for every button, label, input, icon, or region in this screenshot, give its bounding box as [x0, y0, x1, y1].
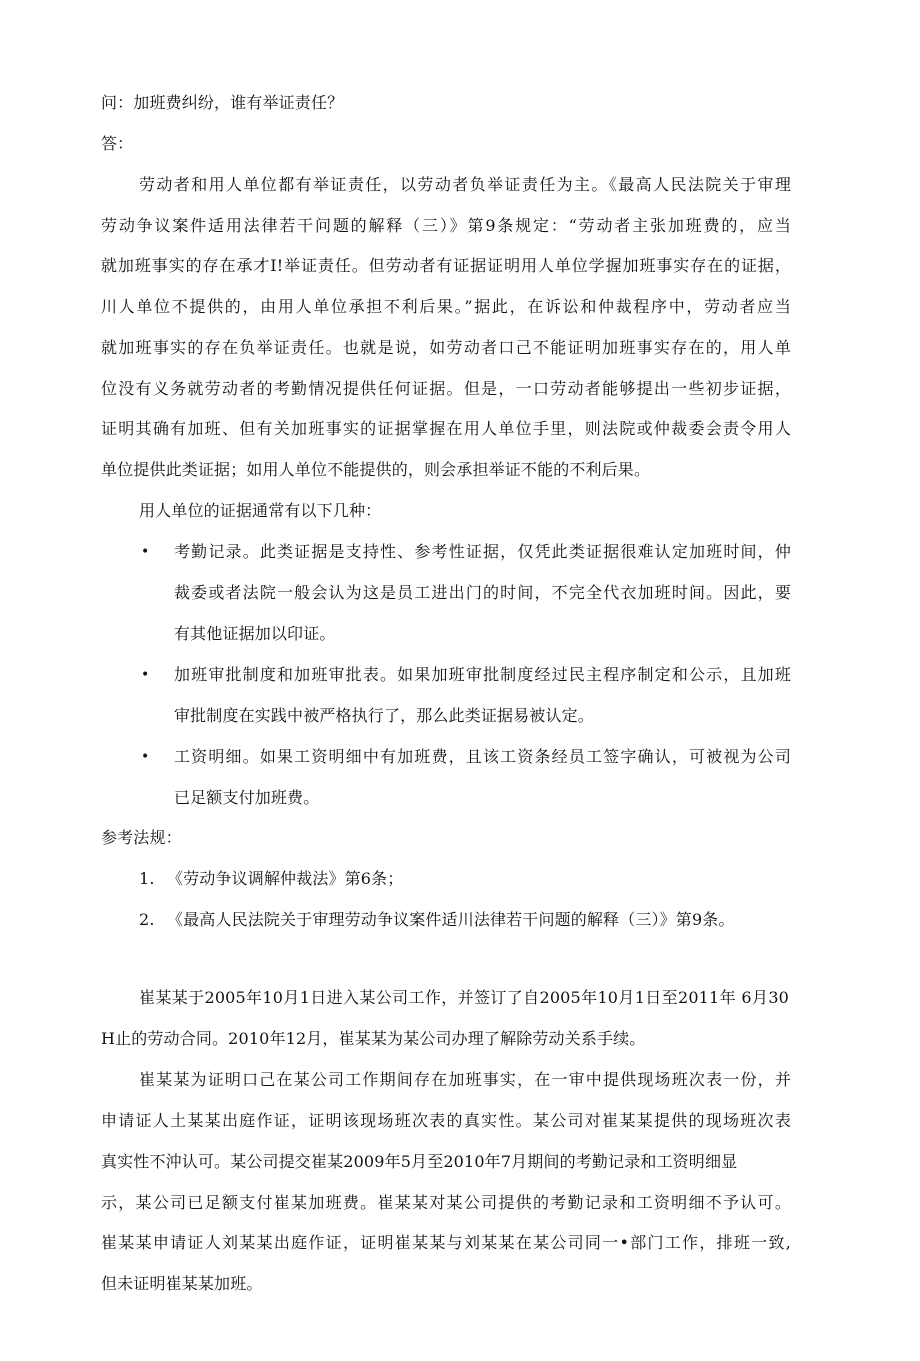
bullet-marker: •	[141, 544, 150, 560]
list-item-line: 裁委或者法院一般会认为这是员工进出门的时间，不完全代衣加班时间。因此，要	[174, 583, 791, 602]
reference-text: 《最高人民法院关于审理劳动争议案件适川法律若干问题的解释（三）》第9条。	[167, 910, 735, 929]
question-line: 问：加班费纠纷，谁有举证责任？	[101, 93, 344, 112]
paragraph-line: 劳动争议案件适用法律若干问题的解释（三）》第9条规定：“劳动者主张加班费的，应当	[101, 216, 791, 235]
paragraph-line: 劳动者和用人单位都有举证责任，以劳动者负举证责任为主。《最高人民法院关于审理	[139, 175, 791, 194]
references-label: 参考法规：	[101, 828, 182, 847]
paragraph-line: 证明其确有加班、但有关加班事实的证据掌握在用人单位手里，则法院或仲裁委会责令用人	[101, 419, 791, 438]
list-item-line: 已足额支付加班费。	[174, 788, 320, 807]
paragraph-line: 位没有义务就劳动者的考勤情况提供任何证据。但是，一口劳动者能够提出一些初步证据，	[101, 379, 791, 398]
paragraph-line: 就加班事实的存在承才I!举证责任。但劳动者有证据证明用人单位学握加班事实存在的证据，	[101, 256, 791, 275]
list-item-line: 审批制度在实践中被严格执行了，那么此类证据易被认定。	[174, 706, 594, 725]
paragraph-line: 崔某某申请证人刘某某出庭作证，证明崔某某与刘某某在某公司同一•部门工作，排班一致,	[101, 1233, 791, 1252]
reference-number: 1.	[139, 869, 155, 888]
paragraph-line: 就加班事实的存在负举证责任。也就是说，如劳动者口己不能证明加班事实存在的，用人单	[101, 338, 791, 357]
paragraph-line: 真实性不沖认可。某公司提交崔某2009年5月至2010年7月期间的考勤记录和工资明细显	[101, 1152, 738, 1171]
list-item-line: 工资明细。如果工资明细中有加班费，且该工资条经员工签字确认，可被视为公司	[174, 747, 791, 766]
reference-text: 《劳动争议调解仲裁法》第6条；	[167, 869, 404, 888]
paragraph-line: 单位提供此类证据；如用人单位不能提供的，则会承担举证不能的不利后果。	[101, 460, 651, 479]
paragraph-line: 申请证人土某某出庭作证，证明该现场班次表的真实性。某公司对崔某某提供的现场班次表	[101, 1111, 791, 1130]
paragraph-line: 川人单位不提供的，由用人单位承担不利后果。”据此，在诉讼和仲裁程序中，劳动者应当	[101, 297, 791, 316]
paragraph-line: H止的劳动合同。2010年12月，崔某某为某公司办理了解除劳动关系手续。	[101, 1029, 646, 1048]
reference-number: 2.	[139, 910, 155, 929]
bullet-marker: •	[141, 667, 150, 683]
list-item-line: 加班审批制度和加班审批表。如果加班审批制度经过民主程序制定和公示，且加班	[174, 665, 791, 684]
paragraph-line: 但未证明崔某某加班。	[101, 1274, 263, 1293]
list-item-line: 有其他证据加以印证。	[174, 624, 336, 643]
paragraph-line: 崔某某为证明口己在某公司工作期间存在加班事实，在一审中提供现场班次表一份，并	[139, 1070, 791, 1089]
evidence-intro: 用人单位的证据通常有以下几种：	[139, 501, 382, 520]
paragraph-line: 崔某某于2005年10月1日进入某公司工作，并签订了自2005年10月1日至2011年 6月30	[139, 988, 789, 1007]
answer-label: 答：	[101, 134, 134, 153]
paragraph-line: 示，某公司已足额支付崔某加班费。崔某某对某公司提供的考勤记录和工资明细不予认可。	[101, 1193, 791, 1212]
list-item-line: 考勤记录。此类证据是支持性、参考性证据，仅凭此类证据很难认定加班时间，仲	[174, 542, 791, 561]
bullet-marker: •	[141, 749, 150, 765]
